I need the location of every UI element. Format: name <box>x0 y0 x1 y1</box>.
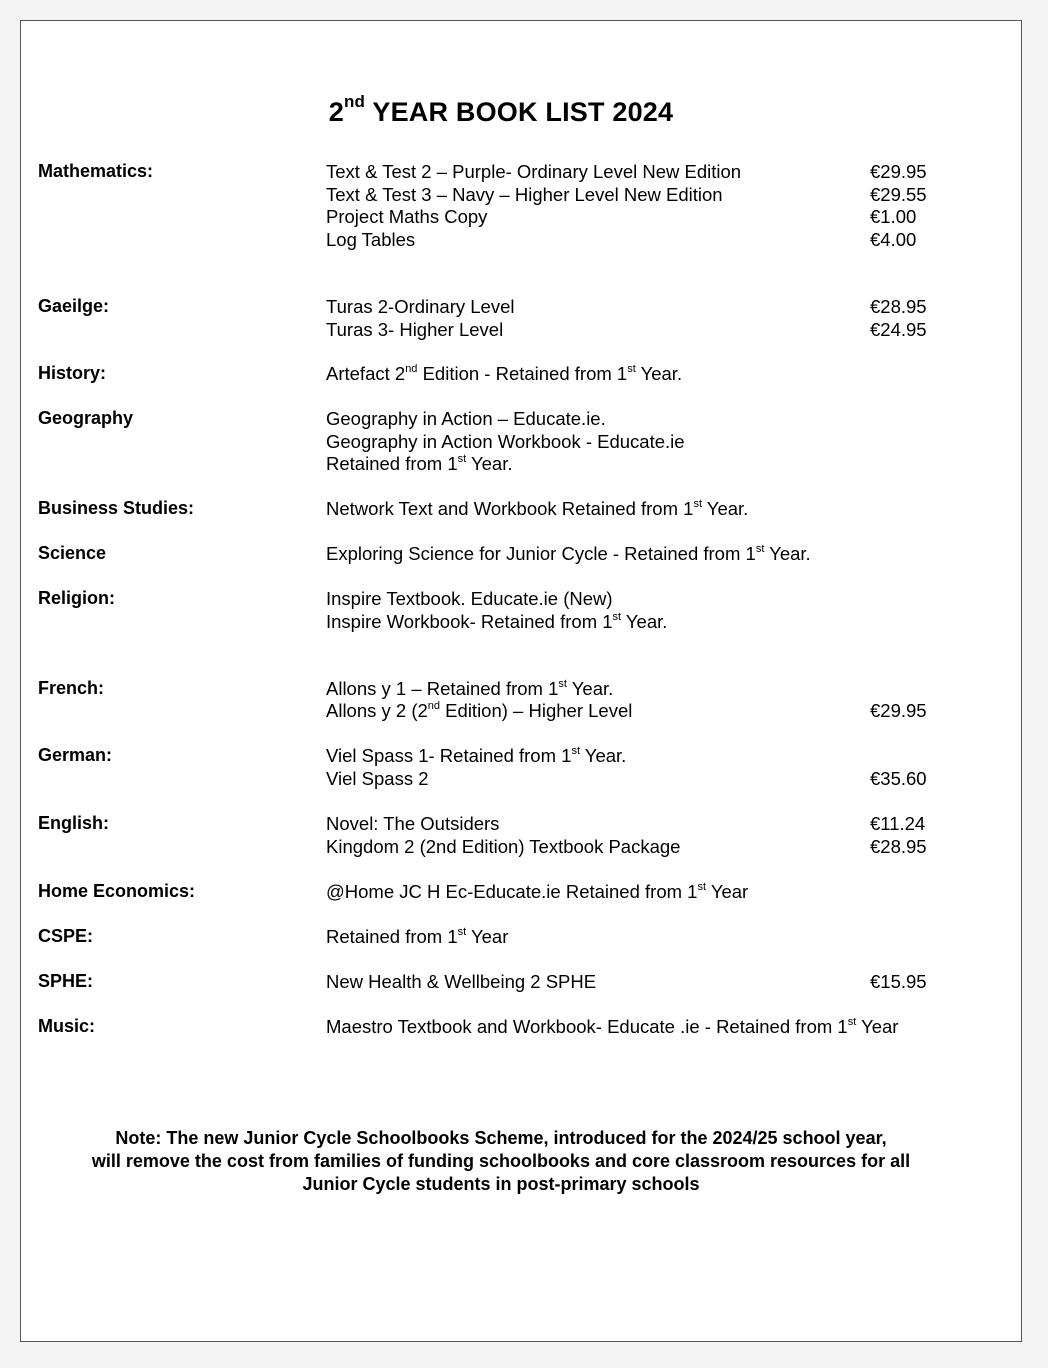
book-price: €24.95 <box>870 319 927 340</box>
page-title <box>21 92 981 128</box>
book-item: Log Tables <box>326 229 416 250</box>
note-line: Junior Cycle students in post-primary schools <box>302 1174 700 1194</box>
subject-label: Science <box>38 543 107 563</box>
note-line: will remove the cost from families of funding schoolbooks and core classroom resources for all <box>91 1151 911 1171</box>
book-item: Retained from 1st Year <box>326 925 509 947</box>
book-item: Network Text and Workbook Retained from 1st Year. <box>326 497 749 519</box>
title-ordinal-suffix: nd <box>343 92 366 111</box>
book-item: Retained from 1st Year. <box>326 452 513 474</box>
book-price: €28.95 <box>870 296 927 317</box>
book-item: New Health & Wellbeing 2 SPHE <box>326 971 597 992</box>
subject-label: History: <box>38 363 107 383</box>
subject-label: CSPE: <box>38 926 94 946</box>
book-price: €29.55 <box>870 184 927 205</box>
subject-label: Religion: <box>38 588 115 608</box>
book-item: Novel: The Outsiders <box>326 813 500 834</box>
book-item: Inspire Workbook- Retained from 1st Year. <box>326 610 668 632</box>
title-text: YEAR BOOK LIST 2024 <box>365 97 674 127</box>
book-item: Exploring Science for Junior Cycle - Retained from 1st Year. <box>326 542 811 564</box>
book-item: Kingdom 2 (2nd Edition) Textbook Package <box>326 836 681 857</box>
subject-label: SPHE: <box>38 971 94 991</box>
note-line: Note: The new Junior Cycle Schoolbooks Scheme, introduced for the 2024/25 school year, <box>115 1128 887 1148</box>
subject-label: Music: <box>38 1016 96 1036</box>
subject-label: Mathematics: <box>38 161 154 181</box>
subject-label: French: <box>38 678 105 698</box>
book-item: @Home JC H Ec-Educate.ie Retained from 1st Year <box>326 880 749 902</box>
book-item: Viel Spass 1- Retained from 1st Year. <box>326 744 627 766</box>
book-price: €29.95 <box>870 161 927 182</box>
book-item: Project Maths Copy <box>326 206 488 227</box>
book-price: €35.60 <box>870 768 927 789</box>
book-item: Geography in Action Workbook - Educate.ie <box>326 431 685 452</box>
book-price: €11.24 <box>870 813 926 834</box>
subject-label: Gaeilge: <box>38 296 110 316</box>
book-item: Turas 3- Higher Level <box>326 319 504 340</box>
book-item: Inspire Textbook. Educate.ie (New) <box>326 588 613 609</box>
book-price: €15.95 <box>870 971 927 992</box>
book-price: €4.00 <box>870 229 917 250</box>
book-item: Artefact 2nd Edition - Retained from 1st Year. <box>326 362 683 384</box>
subject-label: German: <box>38 745 113 765</box>
book-item: Text & Test 3 – Navy – Higher Level New Edition <box>326 184 723 205</box>
title-ordinal-number: 2 <box>328 97 344 127</box>
subject-label: Geography <box>38 408 134 428</box>
scheme-note <box>21 1127 981 1196</box>
book-price: €1.00 <box>870 206 917 227</box>
book-item: Allons y 1 – Retained from 1st Year. <box>326 677 614 699</box>
book-item: Text & Test 2 – Purple- Ordinary Level New Edition <box>326 161 742 182</box>
book-item: Maestro Textbook and Workbook- Educate .ie - Retained from 1st Year <box>326 1015 899 1037</box>
document-page <box>20 20 1022 1342</box>
subject-label: Home Economics: <box>38 881 196 901</box>
subject-label: English: <box>38 813 109 833</box>
book-item: Viel Spass 2 <box>326 768 429 789</box>
subject-label: Business Studies: <box>38 498 195 518</box>
book-item: Allons y 2 (2nd Edition) – Higher Level <box>326 699 633 721</box>
book-price: €28.95 <box>870 836 927 857</box>
book-price: €29.95 <box>870 700 927 721</box>
book-item: Geography in Action – Educate.ie. <box>326 408 606 429</box>
book-item: Turas 2-Ordinary Level <box>326 296 515 317</box>
